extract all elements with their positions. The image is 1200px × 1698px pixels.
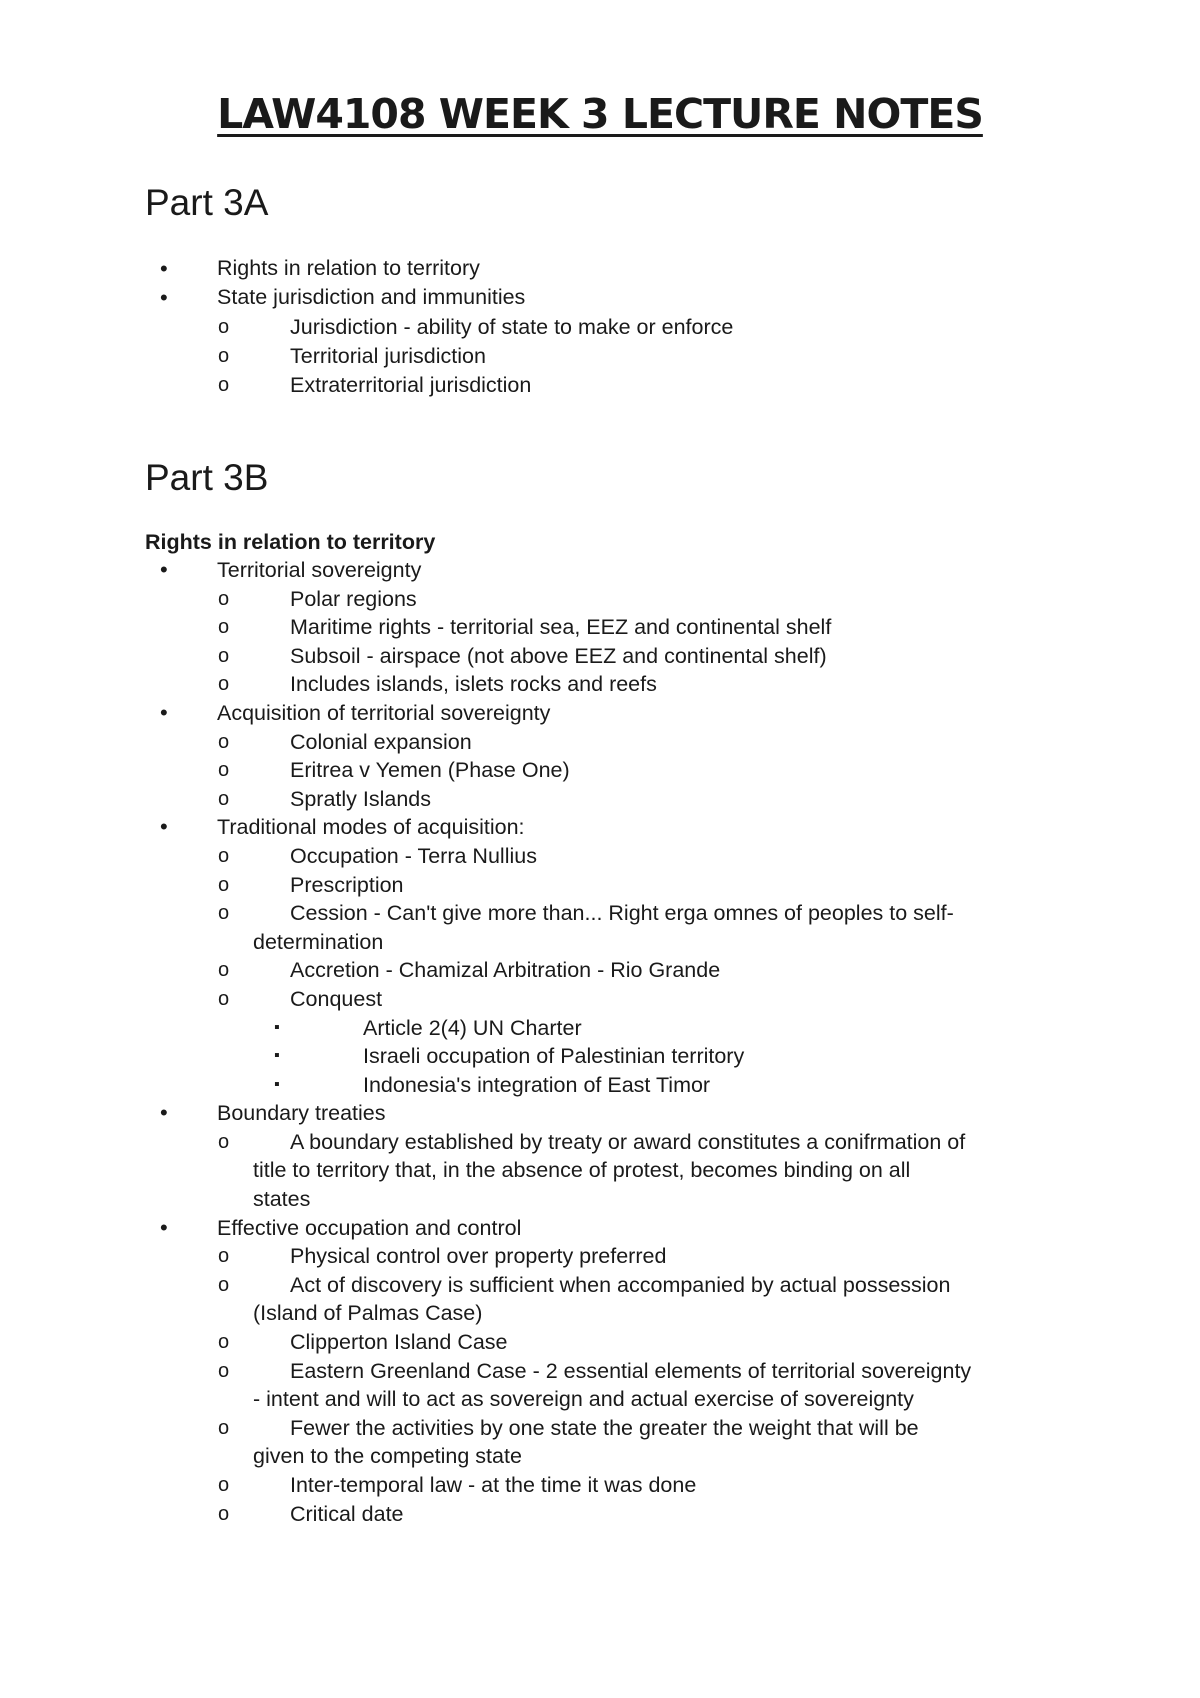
list-item-text: - intent and will to act as sovereign and actual exercise of sovereignty <box>253 1387 914 1412</box>
list-item-text: determination <box>253 929 384 954</box>
list-item-level-3 <box>0 1014 1200 1043</box>
list-item-level-1 <box>0 1214 1200 1243</box>
circle-bullet-icon: o <box>218 1416 230 1439</box>
circle-bullet-icon: o <box>218 587 230 610</box>
list-item-level-2 <box>0 985 1200 1014</box>
list-item-level-2 <box>0 1357 1200 1386</box>
list-item-text: Conquest <box>290 986 383 1011</box>
list-item-text: title to territory that, in the absence of protest, becomes binding on all <box>253 1158 911 1183</box>
square-bullet-icon: ▪ <box>274 1018 280 1036</box>
list-item-level-3 <box>0 1071 1200 1100</box>
bullet-icon: • <box>160 285 168 311</box>
list-item-level-1 <box>0 699 1200 728</box>
circle-bullet-icon: o <box>218 959 230 982</box>
list-item-text: Critical date <box>290 1501 404 1526</box>
circle-bullet-icon: o <box>218 1502 230 1525</box>
list-item-text: State jurisdiction and immunities <box>217 285 526 310</box>
bullet-icon: • <box>160 256 168 281</box>
list-item-continuation <box>0 1299 1200 1328</box>
list-item-level-2 <box>0 642 1200 671</box>
list-item-text: Extraterritorial jurisdiction <box>290 373 532 398</box>
list-item-text: Indonesia's integration of East Timor <box>363 1072 711 1097</box>
circle-bullet-icon: o <box>218 1130 230 1153</box>
list-item-continuation <box>0 1442 1200 1471</box>
circle-bullet-icon: o <box>218 730 230 753</box>
list-item-level-1 <box>0 813 1200 842</box>
list-item-text: Includes islands, islets rocks and reefs <box>290 672 657 697</box>
list-item-text: Cession - Can't give more than... Right erga omnes of peoples to self- <box>290 901 954 926</box>
list-item-text: Traditional modes of acquisition: <box>217 815 525 840</box>
list-item-continuation <box>0 1385 1200 1414</box>
list-item-level-1 <box>0 556 1200 585</box>
list-item-continuation <box>0 928 1200 957</box>
list-item-text: Act of discovery is sufficient when accompanied by actual possession <box>290 1272 951 1297</box>
circle-bullet-icon: o <box>218 1273 230 1296</box>
circle-bullet-icon: o <box>218 1474 230 1496</box>
list-item-continuation <box>0 1185 1200 1214</box>
square-bullet-icon: ▪ <box>274 1047 280 1065</box>
part-3a-heading: Part 3A <box>145 182 269 223</box>
circle-bullet-icon: o <box>218 616 230 639</box>
list-item-text: Prescription <box>290 872 404 897</box>
list-item-text: Acquisition of territorial sovereignty <box>217 700 551 725</box>
list-item-level-2 <box>0 670 1200 699</box>
circle-bullet-icon: o <box>218 315 230 338</box>
list-item-level-2 <box>0 956 1200 985</box>
circle-bullet-icon: o <box>218 987 230 1010</box>
bullet-icon: • <box>160 699 168 725</box>
list-item-text: Accretion - Chamizal Arbitration - Rio Grande <box>290 958 721 983</box>
list-item-level-2 <box>0 1242 1200 1271</box>
circle-bullet-icon: o <box>218 844 230 867</box>
list-item-text: Inter-temporal law - at the time it was done <box>290 1473 697 1497</box>
bullet-icon: • <box>160 1214 168 1240</box>
list-item-level-2 <box>0 871 1200 900</box>
circle-bullet-icon: o <box>218 759 230 782</box>
list-item-level-2 <box>0 1128 1200 1157</box>
list-item-text: A boundary established by treaty or award constitutes a conifrmation of <box>290 1129 966 1154</box>
circle-bullet-icon: o <box>218 873 230 896</box>
list-item-level-1 <box>0 1099 1200 1128</box>
list-item-level-2 <box>0 371 1200 400</box>
list-item-text: Territorial sovereignty <box>217 558 422 582</box>
list-item-level-2 <box>0 899 1200 928</box>
circle-bullet-icon: o <box>218 1331 230 1354</box>
list-item-text: Fewer the activities by one state the greater the weight that will be <box>290 1415 919 1440</box>
list-item-text: Subsoil - airspace (not above EEZ and continental shelf) <box>290 643 827 668</box>
list-item-text: Israeli occupation of Palestinian territory <box>363 1044 745 1069</box>
list-item-text: Maritime rights - territorial sea, EEZ and continental shelf <box>290 615 832 640</box>
list-item-text: Effective occupation and control <box>217 1215 522 1240</box>
part-3a-list <box>0 254 1200 400</box>
circle-bullet-icon: o <box>218 1245 230 1268</box>
list-item-level-2 <box>0 342 1200 371</box>
list-item-level-2 <box>0 1328 1200 1357</box>
bullet-icon: • <box>160 1100 168 1126</box>
list-item-level-2 <box>0 756 1200 785</box>
circle-bullet-icon: o <box>218 644 230 667</box>
list-item-text: Eritrea v Yemen (Phase One) <box>290 758 570 783</box>
list-item-text: Occupation - Terra Nullius <box>290 843 537 868</box>
list-item-level-2 <box>0 313 1200 342</box>
list-item-level-2 <box>0 1500 1200 1529</box>
list-item-text: given to the competing state <box>253 1444 522 1469</box>
part-3b-heading: Part 3B <box>145 457 269 498</box>
list-item-text: Jurisdiction - ability of state to make or enforce <box>290 314 734 339</box>
list-item-text: Article 2(4) UN Charter <box>363 1015 582 1040</box>
list-item-text: Eastern Greenland Case - 2 essential elements of territorial sovereignty <box>290 1358 972 1383</box>
list-item-level-2 <box>0 1471 1200 1500</box>
list-item-level-2 <box>0 785 1200 814</box>
list-item-text: states <box>253 1187 311 1212</box>
square-bullet-icon: ▪ <box>274 1075 280 1093</box>
circle-bullet-icon: o <box>218 787 230 810</box>
circle-bullet-icon: o <box>218 902 230 925</box>
list-item-level-2 <box>0 842 1200 871</box>
list-item-text: Physical control over property preferred <box>290 1244 667 1269</box>
bullet-icon: • <box>160 557 168 582</box>
list-item-text: Boundary treaties <box>217 1101 386 1126</box>
document-title: LAW4108 WEEK 3 LECTURE NOTES <box>217 90 983 138</box>
list-item-level-2 <box>0 1271 1200 1300</box>
circle-bullet-icon: o <box>218 344 230 367</box>
circle-bullet-icon: o <box>218 374 230 397</box>
part-3b-subheading: Rights in relation to territory <box>145 530 436 554</box>
list-item-text: Territorial jurisdiction <box>290 343 486 368</box>
list-item-text: (Island of Palmas Case) <box>253 1301 483 1326</box>
list-item-level-2 <box>0 1414 1200 1443</box>
list-item-text: Rights in relation to territory <box>217 256 480 280</box>
list-item-text: Spratly Islands <box>290 786 432 811</box>
list-item-level-1 <box>0 283 1200 312</box>
circle-bullet-icon: o <box>218 1359 230 1382</box>
list-item-level-3 <box>0 1042 1200 1071</box>
list-item-level-2 <box>0 585 1200 614</box>
list-item-level-2 <box>0 613 1200 642</box>
bullet-icon: • <box>160 814 168 840</box>
list-item-text: Clipperton Island Case <box>290 1330 508 1355</box>
circle-bullet-icon: o <box>218 673 230 696</box>
list-item-level-2 <box>0 728 1200 757</box>
list-item-level-1 <box>0 254 1200 283</box>
list-item-text: Colonial expansion <box>290 729 472 754</box>
list-item-text: Polar regions <box>290 586 417 611</box>
part-3b-list <box>0 556 1200 1528</box>
list-item-continuation <box>0 1156 1200 1185</box>
